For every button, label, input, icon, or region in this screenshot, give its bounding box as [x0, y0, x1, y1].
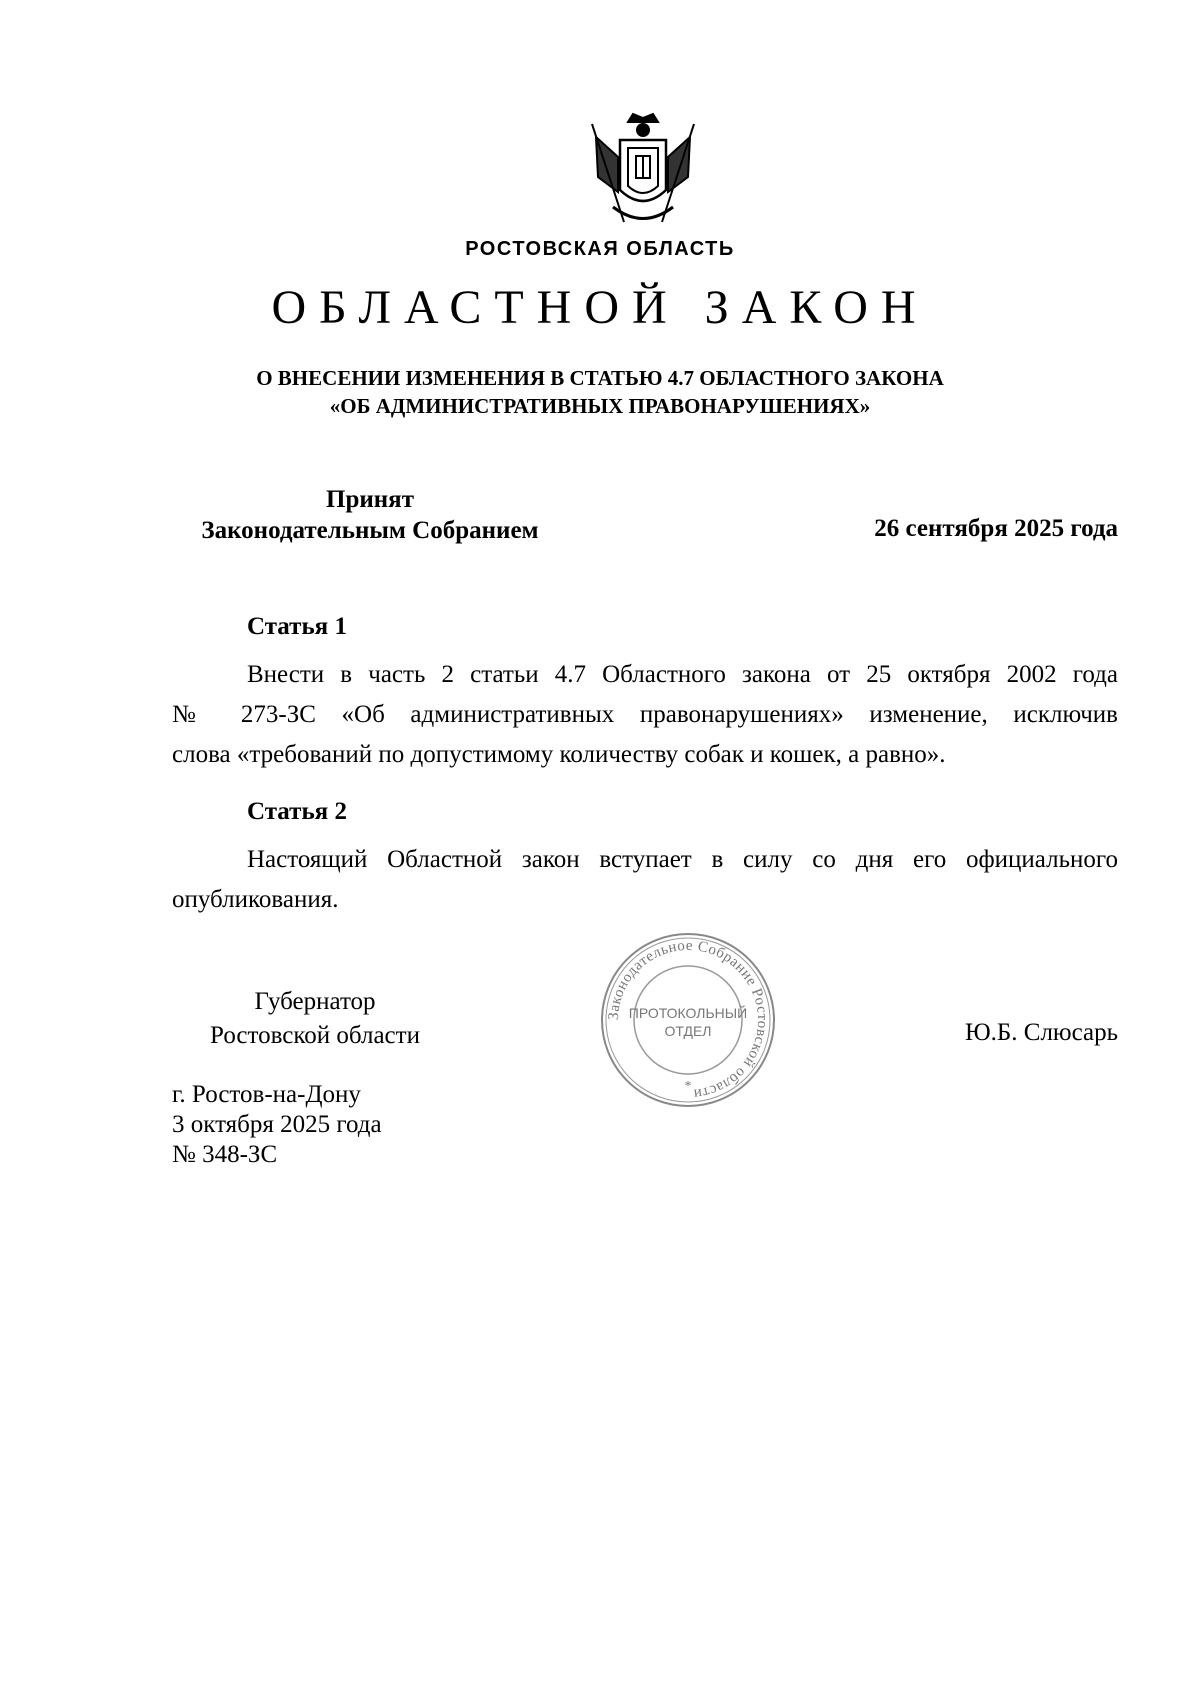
issue-number: № 348-ЗС: [172, 1141, 278, 1168]
issue-date: 3 октября 2025 года: [172, 1111, 382, 1138]
issue-details: [172, 1080, 382, 1170]
stamp-center-line: ПРОТОКОЛЬНЫЙ: [628, 1005, 748, 1021]
document-type: ОБЛАСТНОЙ ЗАКОН: [271, 281, 929, 334]
law-title-line: О ВНЕСЕНИИ ИЗМЕНЕНИЯ В СТАТЬЮ 4.7 ОБЛАСТНОГО ЗАКОНА: [256, 366, 944, 390]
signatory-title: [165, 985, 465, 1053]
article-text: [172, 840, 1118, 920]
adoption-body: Законодательным Собранием: [201, 517, 539, 544]
stamp-ring-text: Законодательное Собрание Ростовской области: [605, 937, 771, 1102]
adoption-block: [170, 484, 570, 546]
coat-of-arms-icon: [588, 112, 698, 232]
signatory-title-line: Ростовской области: [210, 1022, 420, 1049]
article-line: слова «требований по допустимому количеству собак и кошек, а равно».: [172, 741, 946, 768]
article-line: Внести в часть 2 статьи 4.7 Областного закона от 25 октября 2002 года: [247, 661, 1118, 688]
article-line: Настоящий Областной закон вступает в силу со дня его официального: [247, 846, 1118, 873]
article-heading: Статья 1: [247, 613, 347, 640]
law-title-line: «ОБ АДМИНИСТРАТИВНЫХ ПРАВОНАРУШЕНИЯХ»: [329, 394, 871, 418]
stamp-center-line: ОТДЕЛ: [664, 1023, 712, 1039]
stamp-mark: *: [684, 1079, 692, 1094]
issue-place: г. Ростов-на-Дону: [172, 1081, 361, 1108]
adoption-label: Принят: [326, 486, 414, 513]
signatory-title-line: Губернатор: [254, 988, 376, 1015]
article-text: [172, 655, 1118, 775]
signatory-name: Ю.Б. Слюсарь: [964, 1019, 1118, 1046]
adoption-date: 26 сентября 2025 года: [874, 515, 1118, 542]
article-line: № 273-ЗС «Об административных правонарушениях» изменение, исключив: [172, 701, 1118, 728]
article-heading: Статья 2: [247, 798, 347, 825]
law-title: [150, 364, 1050, 420]
region-name: РОСТОВСКАЯ ОБЛАСТЬ: [465, 238, 735, 260]
official-stamp: [598, 930, 778, 1110]
article-line: опубликования.: [172, 886, 339, 913]
